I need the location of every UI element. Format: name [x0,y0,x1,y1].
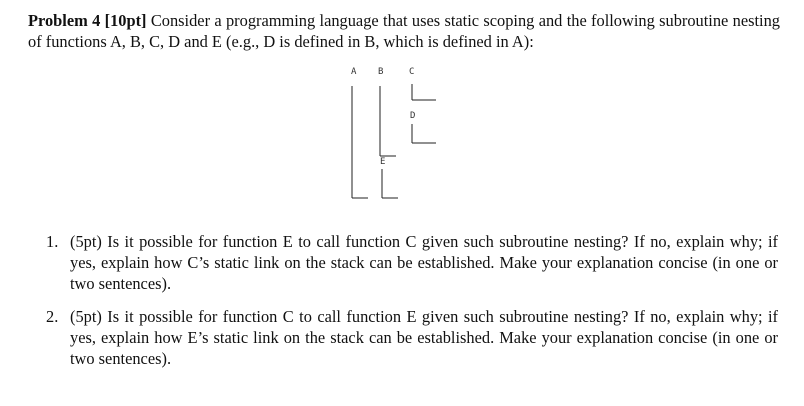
problem-text: Consider a programming language that uses static scoping and the following subroutine nesting of functions A, B, C, D and E (e.g., D is defined in B, which is defined in A): [28,11,780,51]
question-text: (5pt) Is it possible for function C to call function E given such subroutine nesting? If no, explain why; if yes, explain how E’s static link on the stack can be established. Make your explanation concise (in one or two sentences). [70,307,778,368]
problem-statement [28,10,780,52]
diagram-label-d: D [410,111,416,121]
question-list [46,231,778,381]
question-item-1 [46,231,778,294]
question-number: 2. [46,307,59,326]
diagram-label-a: A [351,67,357,77]
question-number: 1. [46,232,59,251]
nesting-diagram [340,62,450,202]
diagram-label-e: E [380,157,386,167]
question-text: (5pt) Is it possible for function E to call function C given such subroutine nesting? If no, explain why; if yes, explain how C’s static link on the stack can be established. Make your explanation concise (in one or two sentences). [70,232,778,293]
question-item-2 [46,306,778,369]
diagram-label-c: C [409,67,415,77]
problem-title: Problem 4 [10pt] [28,11,147,30]
diagram-label-b: B [378,67,384,77]
nesting-diagram-svg [340,62,450,202]
